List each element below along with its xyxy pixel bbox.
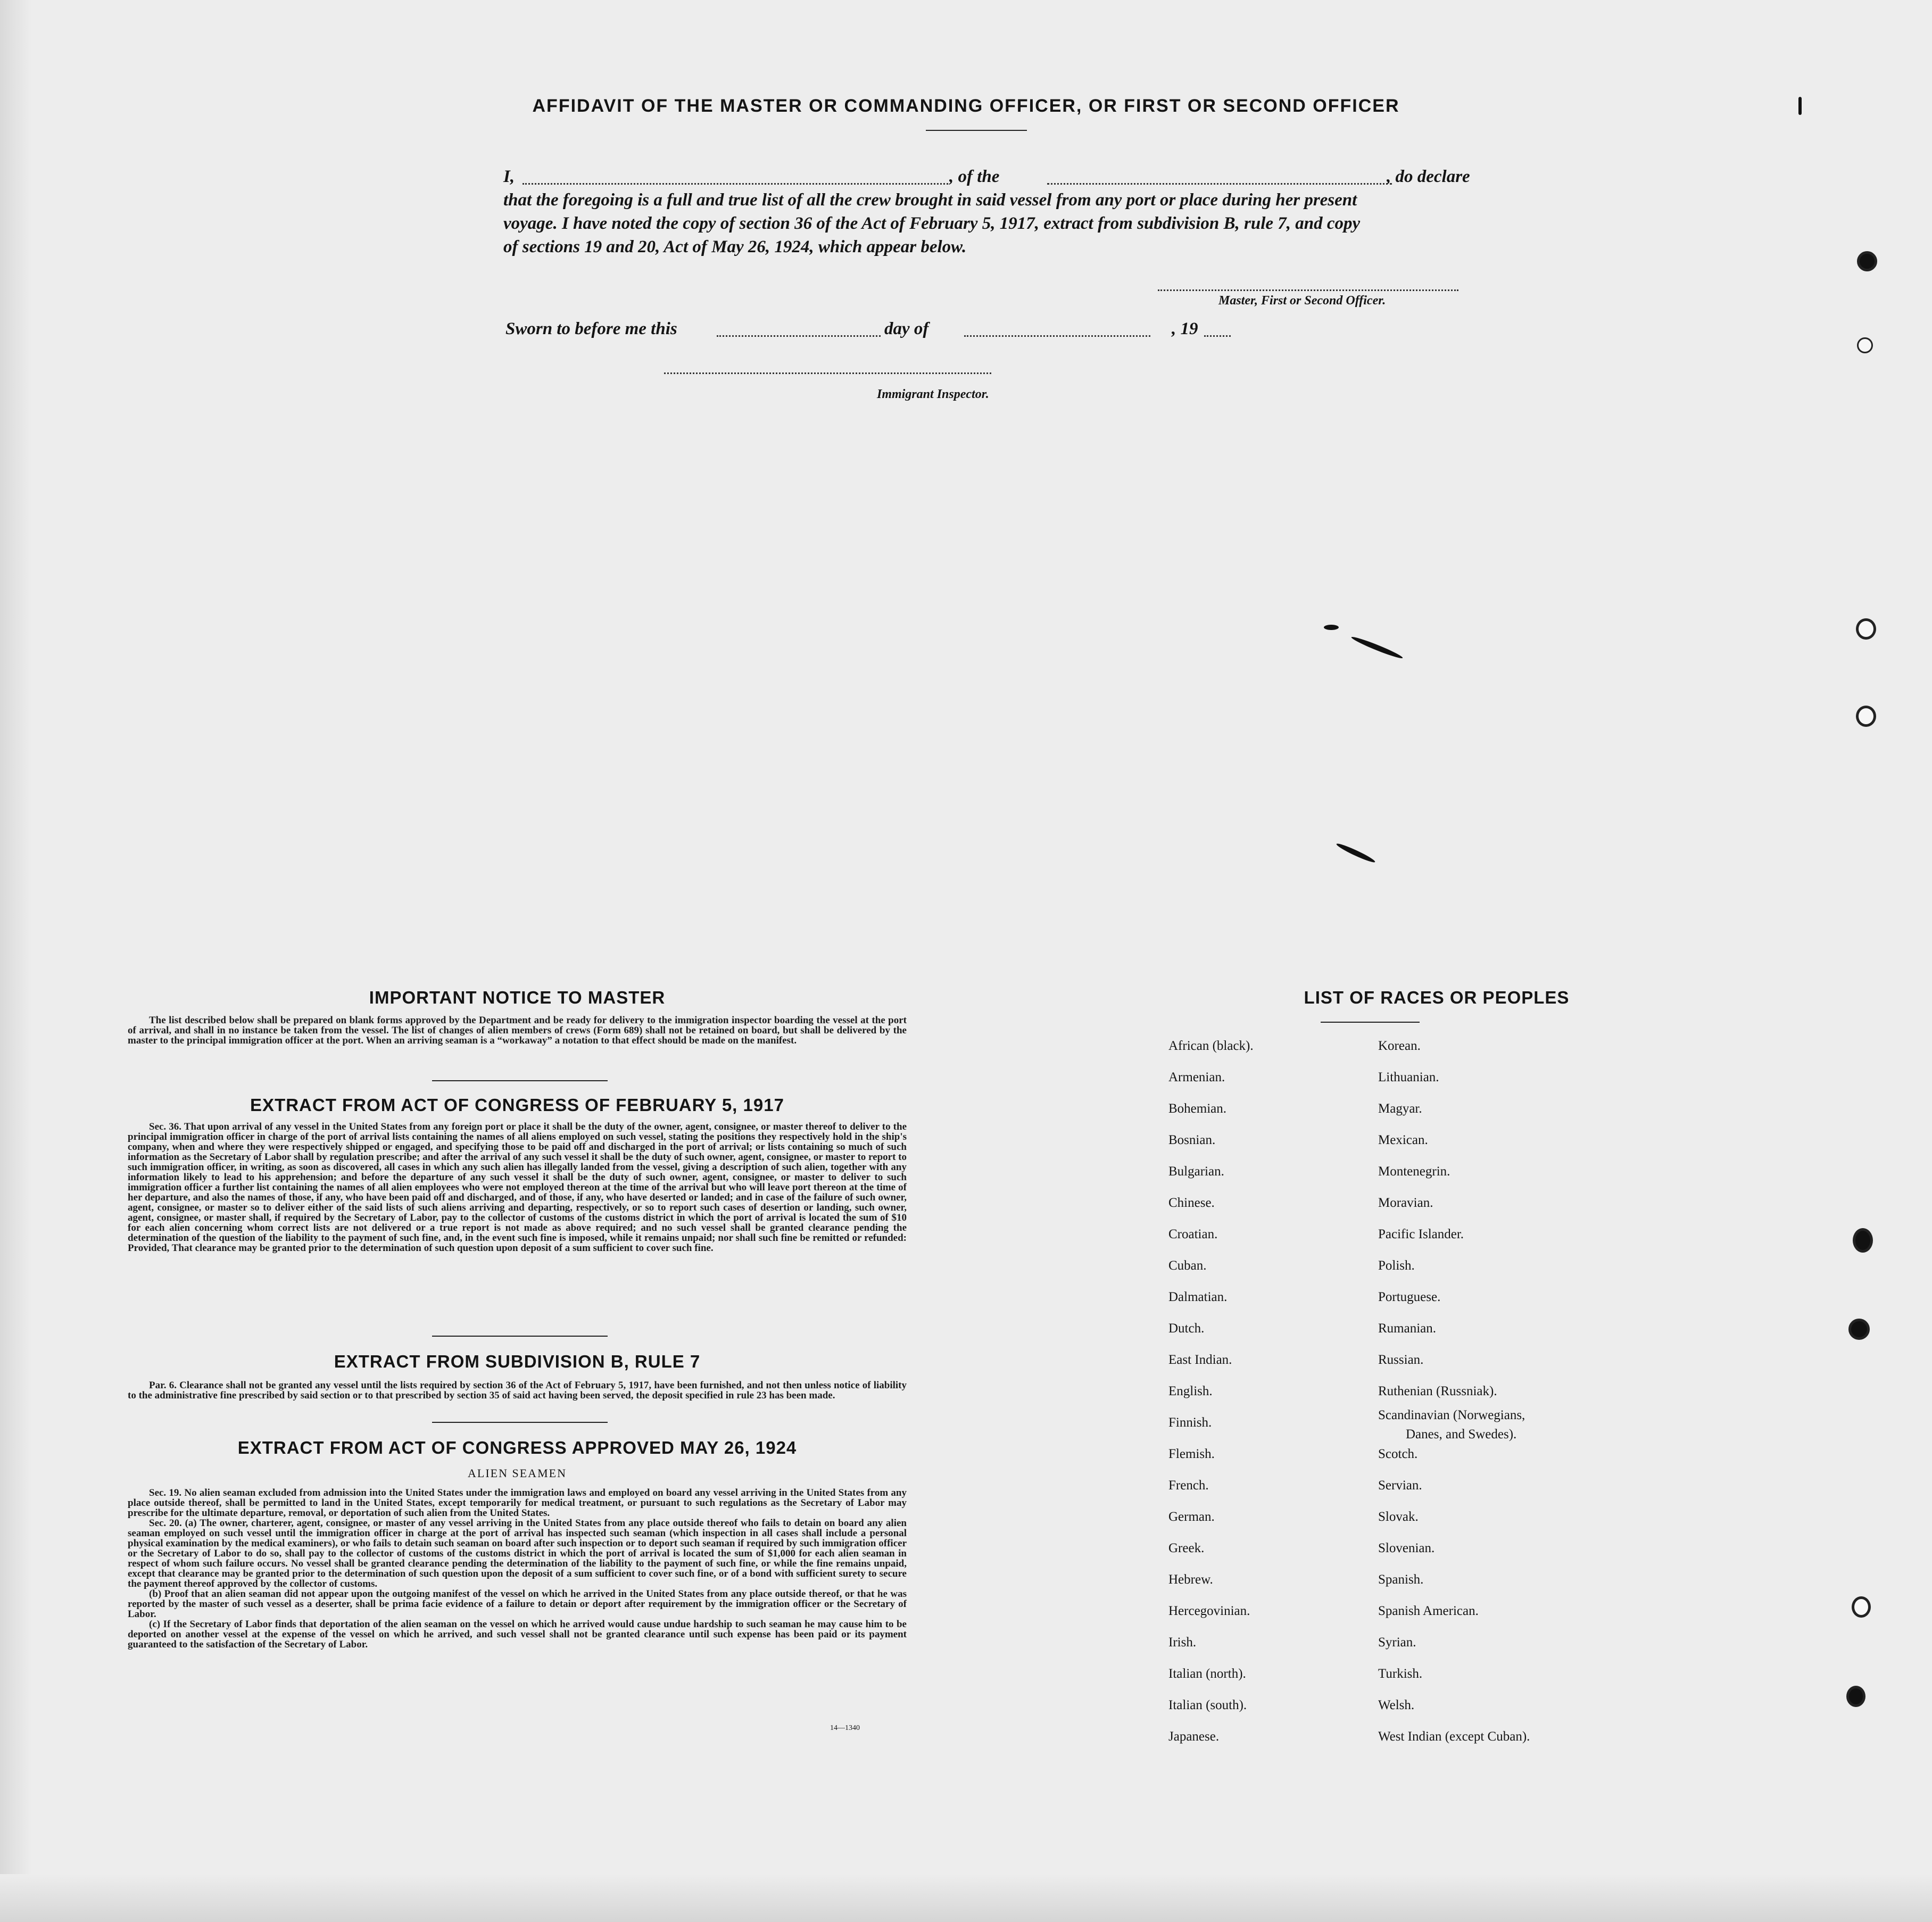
extract-1917-body — [128, 1122, 907, 1253]
race-item-left: Bulgarian. — [1168, 1164, 1224, 1179]
race-item-left: Bohemian. — [1168, 1101, 1227, 1116]
race-item-right: Syrian. — [1378, 1635, 1416, 1650]
race-item-right: Polish. — [1378, 1258, 1415, 1273]
race-item-left: Finnish. — [1168, 1415, 1212, 1430]
sworn-line — [505, 317, 1304, 341]
title-divider — [926, 130, 1027, 131]
extract-1917-title: EXTRACT FROM ACT OF CONGRESS OF FEBRUARY 5, 1917 — [250, 1095, 784, 1115]
race-item-left: Japanese. — [1168, 1729, 1220, 1744]
punch-hole — [1846, 1686, 1865, 1707]
race-item-right: Slovak. — [1378, 1510, 1419, 1524]
race-item-right: Pacific Islander. — [1378, 1227, 1464, 1241]
race-item-left: German. — [1168, 1510, 1215, 1524]
race-item-left: Italian (south). — [1168, 1698, 1247, 1712]
extract-1924-body — [128, 1488, 907, 1650]
race-item-right: Ruthenian (Russniak). — [1378, 1384, 1497, 1398]
master-signature-line[interactable] — [1158, 289, 1458, 291]
declaration-line-4: of sections 19 and 20, Act of May 26, 1924, which appear below. — [503, 237, 967, 256]
vessel-blank[interactable] — [1047, 183, 1392, 185]
extract-rule7-title: EXTRACT FROM SUBDIVISION B, RULE 7 — [334, 1352, 701, 1371]
affidavit-title: AFFIDAVIT OF THE MASTER OR COMMANDING OFFICER, OR FIRST OR SECOND OFFICER — [532, 96, 1400, 116]
declaration-line — [503, 165, 1498, 188]
punch-hole — [1848, 1319, 1870, 1340]
declaration-line-3: voyage. I have noted the copy of section 36 of the Act of February 5, 1917, extract from subdivision B, rule 7, and copy — [503, 214, 1361, 233]
alien-seamen-subtitle: ALIEN SEAMEN — [468, 1467, 567, 1480]
race-item-left: Chinese. — [1168, 1196, 1215, 1210]
punch-hole — [1857, 337, 1873, 353]
punch-hole — [1857, 251, 1877, 271]
decl-of-the: , of the — [949, 167, 1000, 186]
race-item-left: Greek. — [1168, 1541, 1205, 1555]
divider-1 — [432, 1080, 608, 1081]
races-title-divider — [1321, 1022, 1420, 1023]
sec-36-paragraph: Sec. 36. That upon arrival of any vessel in the United States from any foreign port or place it shall be the duty of the owner, agent, consignee, or master thereof to deliver to the principal immigration officer in charge of the port of arrival lists containing the names of all aliens employed on such vessel, stating the positions they respectively hold in the ship's company, when and where they were respectively shipped or engaged, and specifying those to be paid off and discharged in the port of arrival; or lists containing so much of such information as the Secretary of Labor shall by regulation prescribe; and after the arrival of any such vessel it shall be the duty of such owner, agent, consignee, or master to report to such immigration officer, in writing, as soon as discovered, all cases in which any such alien has illegally landed from the vessel, giving a description of such alien, together with any information likely to lead to his apprehension; and before the departure of any such vessel it shall be the duty of such owner, agent, consignee, or master to deliver to such immigration officer a further list containing the names of all alien employees who were not employed thereon at the time of the arrival but who will leave port thereon at the time of her departure, and also the names of those, if any, who have been paid off and discharged, and of those, if any, who have deserted or landed; and in case of the failure of such owner, agent, consignee, or master so to deliver either of the said lists of such aliens arriving and departing, respectively, or so to report such cases of desertion or landing, such owner, agent, consignee, or master shall, if required by the Secretary of Labor, pay to the collector of customs of the customs district in which the port of arrival is located the sum of $10 for each alien concerning whom correct lists are not delivered or a true report is not made as above required; and no such vessel shall be granted clearance pending the determination of the question of the liability to the payment of such fine, and, in the event such fine is imposed, while it remains unpaid; nor shall such fine be remitted or refunded: Provided, That clearance may be granted prior to the determination of such question upon deposit of a sum sufficient to cover such fine. — [128, 1121, 907, 1254]
race-item-right: Moravian. — [1378, 1196, 1433, 1210]
notice-paragraph: The list described below shall be prepared on blank forms approved by the Department and be ready for delivery to the immigration inspector boarding the vessel at the port of arrival, and shall in no instance be taken from the vessel. The list of changes of alien members of crews (Form 689) shall not be retained on board, but shall be delivered by the master to the principal immigration officer at the port. When an arriving seaman is a “workaway” a notation to that effect should be made on the manifest. — [128, 1015, 907, 1046]
race-item-right: Mexican. — [1378, 1133, 1428, 1147]
race-item-left: Irish. — [1168, 1635, 1197, 1650]
race-item-left: Croatian. — [1168, 1227, 1218, 1241]
race-item-right: Scotch. — [1378, 1447, 1418, 1461]
race-item-left: Cuban. — [1168, 1258, 1207, 1273]
race-item-left: Hercegovinian. — [1168, 1604, 1250, 1618]
divider-2 — [432, 1336, 608, 1337]
ink-mark — [1324, 625, 1339, 630]
ink-mark — [1350, 635, 1404, 660]
race-item-right: Welsh. — [1378, 1698, 1415, 1712]
notice-title: IMPORTANT NOTICE TO MASTER — [369, 988, 666, 1007]
par-6-paragraph: Par. 6. Clearance shall not be granted any vessel until the lists required by section 36 of the Act of February 5, 1917, have been furnished, and not then unless notice of liability to the administrative fine prescribed by said section or to that prescribed by section 35 of said act having been served, the deposit specified in rule 23 has been made. — [128, 1380, 907, 1401]
sworn-prefix: Sworn to before me this — [505, 319, 677, 338]
sec-20a-paragraph: Sec. 20. (a) The owner, charterer, agent, consignee, or master of any vessel arriving in the United States from any place outside thereof who fails to detain on board any alien seaman employed on such vessel until the immigration officer in charge at the port of arrival has inspected such seaman (which inspection in all cases shall include a personal physical examination by the medical examiners), or who fails to detain such seaman on board after such inspection or to deport such seaman if required by such immigration officer or the Secretary of Labor to do so, shall pay to the collector of customs of the customs district in which the port of arrival is located the sum of $1,000 for each alien seaman in respect of whom such failure occurs. No vessel shall be granted clearance pending the determination of the liability to the payment of such fine, or while the fine remains unpaid, except that clearance may be granted prior to the determination of such question upon the deposit of a sum sufficient to cover such fine, or of a bond with sufficient surety to secure the payment thereof approved by the collector of customs. — [128, 1518, 907, 1589]
races-title: LIST OF RACES OR PEOPLES — [1304, 988, 1570, 1007]
race-item-right: Turkish. — [1378, 1667, 1423, 1681]
extract-rule7-body — [128, 1380, 907, 1401]
master-label: Master, First or Second Officer. — [1218, 294, 1386, 308]
race-item-right: Servian. — [1378, 1478, 1422, 1493]
punch-hole — [1856, 618, 1876, 640]
ink-mark — [1336, 842, 1377, 865]
sworn-day-of: day of — [884, 319, 929, 338]
race-item-right: Scandinavian (Norwegians, — [1378, 1408, 1525, 1422]
race-item-right: Lithuanian. — [1378, 1070, 1439, 1084]
race-item-right: Spanish. — [1378, 1572, 1424, 1587]
inspector-label: Immigrant Inspector. — [877, 387, 989, 401]
sec-20b-paragraph: (b) Proof that an alien seaman did not appear upon the outgoing manifest of the vessel on which he arrived in the United States from any place outside thereof, or that he was reported by the master of such vessel as a deserter, shall be prima facie evidence of a failure to detain or deport after requirement by the immigration officer or the Secretary of Labor. — [128, 1588, 907, 1620]
race-item-left: Bosnian. — [1168, 1133, 1216, 1147]
form-number: 14—1340 — [830, 1724, 860, 1732]
race-item-left: Armenian. — [1168, 1070, 1225, 1084]
ink-mark — [1798, 97, 1802, 115]
race-item-right: Montenegrin. — [1378, 1164, 1450, 1179]
race-item-left: English. — [1168, 1384, 1213, 1398]
notice-body — [128, 1015, 907, 1046]
declaration-line-2: that the foregoing is a full and true list of all the crew brought in said vessel from any port or place during her present — [503, 190, 1357, 210]
extract-1924-title: EXTRACT FROM ACT OF CONGRESS APPROVED MAY 26, 1924 — [237, 1438, 797, 1457]
decl-i: I, — [503, 167, 515, 186]
race-item-left: Flemish. — [1168, 1447, 1215, 1461]
sworn-year-blank[interactable] — [1204, 335, 1231, 337]
race-item-continuation: Danes, and Swedes). — [1406, 1427, 1517, 1442]
sworn-month-blank[interactable] — [964, 335, 1150, 337]
race-item-left: Hebrew. — [1168, 1572, 1213, 1587]
divider-3 — [432, 1422, 608, 1423]
race-item-left: Dutch. — [1168, 1321, 1205, 1336]
punch-hole — [1853, 1228, 1873, 1253]
sworn-year: , 19 — [1172, 319, 1198, 338]
race-item-right: Portuguese. — [1378, 1290, 1441, 1304]
race-item-left: African (black). — [1168, 1039, 1254, 1053]
inspector-signature-line[interactable] — [664, 372, 991, 374]
race-item-right: Rumanian. — [1378, 1321, 1437, 1336]
race-item-left: Italian (north). — [1168, 1667, 1246, 1681]
race-item-right: Korean. — [1378, 1039, 1421, 1053]
punch-hole — [1852, 1596, 1871, 1618]
name-blank[interactable] — [523, 183, 948, 185]
punch-hole — [1856, 706, 1876, 727]
race-item-left: East Indian. — [1168, 1353, 1232, 1367]
race-item-left: French. — [1168, 1478, 1209, 1493]
race-item-right: Spanish American. — [1378, 1604, 1479, 1618]
race-item-right: West Indian (except Cuban). — [1378, 1729, 1530, 1744]
race-item-right: Russian. — [1378, 1353, 1424, 1367]
race-item-left: Dalmatian. — [1168, 1290, 1228, 1304]
decl-do-declare: , do declare — [1387, 167, 1470, 186]
sec-20c-paragraph: (c) If the Secretary of Labor finds that deportation of the alien seaman on the vessel on which he arrived would cause undue hardship to such seaman he may cause him to be deported on another vessel at the expense of the vessel on which he arrived, and such vessel shall not be granted clearance until such expense has been paid or its payment guaranteed to the satisfaction of the Secretary of Labor. — [128, 1619, 907, 1650]
race-item-right: Slovenian. — [1378, 1541, 1435, 1555]
sworn-day-blank[interactable] — [717, 335, 881, 337]
race-item-right: Magyar. — [1378, 1101, 1422, 1116]
sec-19-paragraph: Sec. 19. No alien seaman excluded from admission into the United States under the immigration laws and employed on board any vessel arriving in the United States from any place outside thereof, shall be permitted to land in the United States, except temporarily for medical treatment, or pursuant to such regulations as the Secretary of Labor may prescribe for the ultimate departure, removal, or deportation of such alien from the United States. — [128, 1487, 907, 1519]
